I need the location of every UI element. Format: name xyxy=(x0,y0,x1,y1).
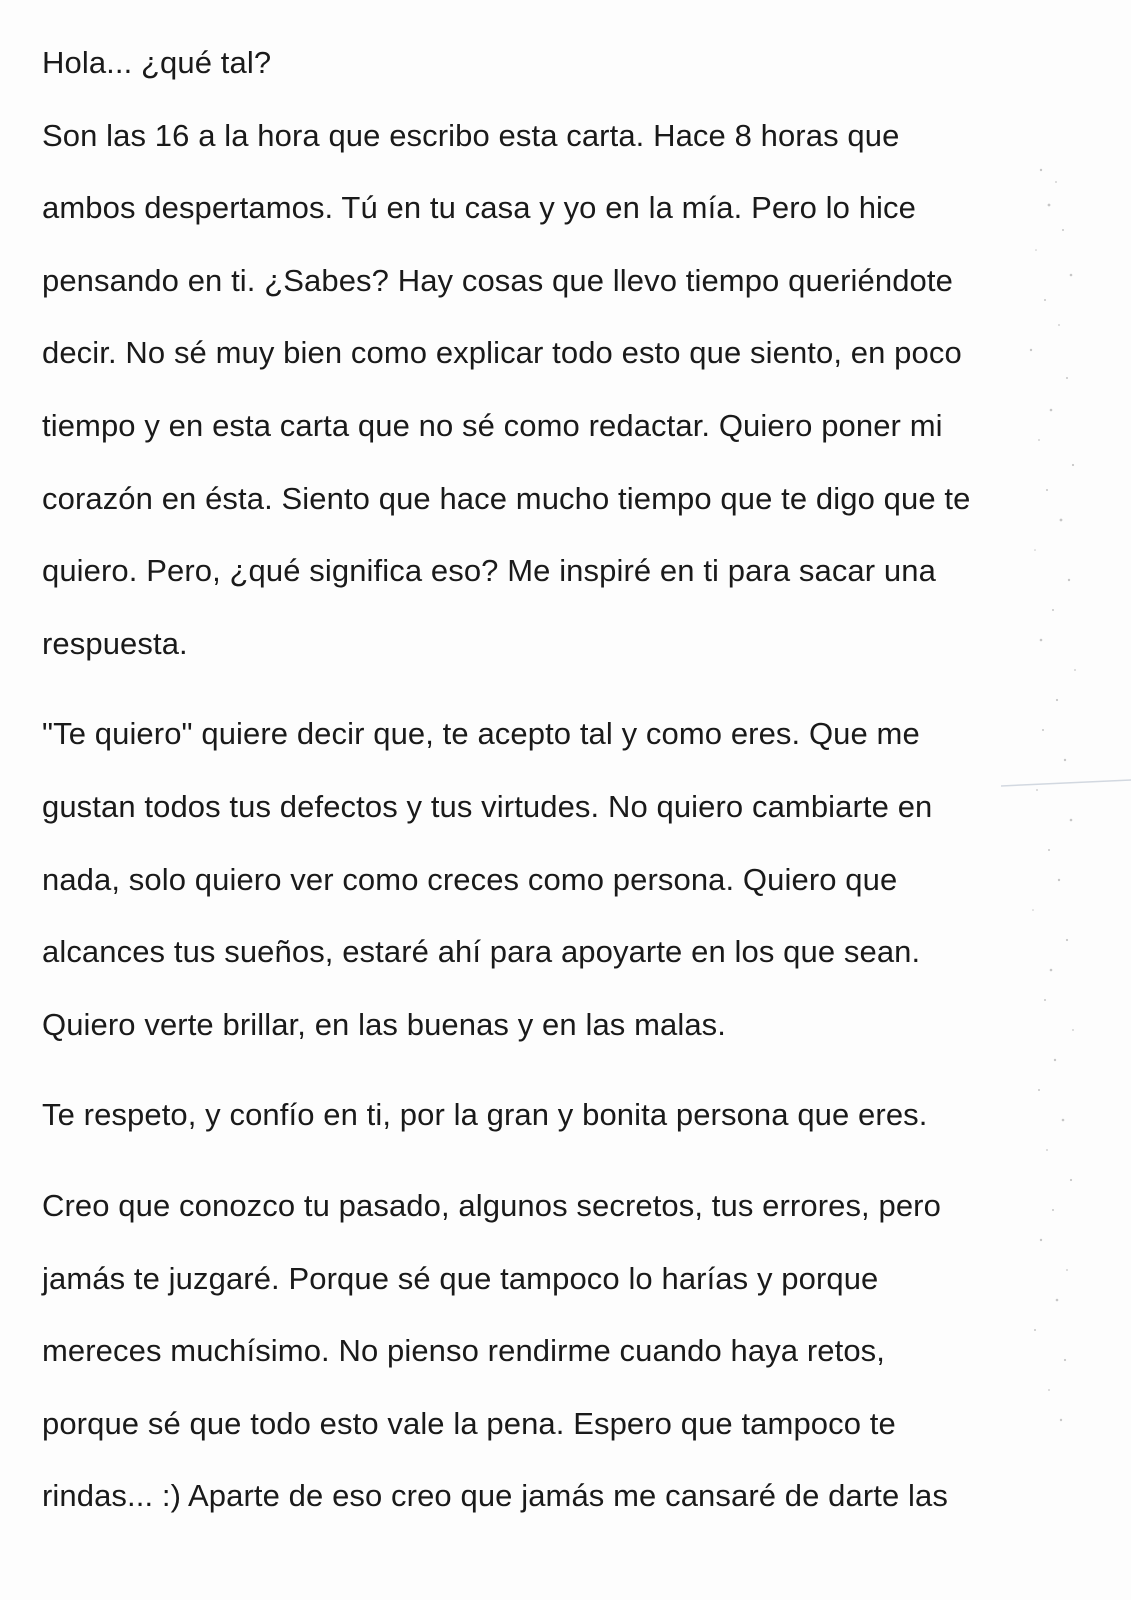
text-line: rindas... :) Aparte de eso creo que jamás me cansaré de darte las xyxy=(42,1478,948,1514)
text-line: jamás te juzgaré. Porque sé que tampoco lo harías y porque xyxy=(42,1260,879,1296)
text-line: porque sé que todo esto vale la pena. Espero que tampoco te xyxy=(42,1405,896,1441)
letter-body xyxy=(42,38,1102,1544)
text-line: nada, solo quiero ver como creces como persona. Quiero que xyxy=(42,861,898,897)
text-line: pensando en ti. ¿Sabes? Hay cosas que llevo tiempo queriéndote xyxy=(42,262,953,298)
text-line: Te respeto, y confío en ti, por la gran y bonita persona que eres. xyxy=(42,1097,928,1133)
text-line: quiero. Pero, ¿qué significa eso? Me inspiré en ti para sacar una xyxy=(42,553,936,589)
text-line: corazón en ésta. Siento que hace mucho tiempo que te digo que te xyxy=(42,480,971,516)
text-line: Creo que conozco tu pasado, algunos secretos, tus errores, pero xyxy=(42,1187,941,1223)
text-line: "Te quiero" quiere decir que, te acepto tal y como eres. Que me xyxy=(42,716,920,752)
paragraph-3 xyxy=(42,1090,1102,1163)
text-line: decir. No sé muy bien como explicar todo esto que siento, en poco xyxy=(42,335,962,371)
text-line: Son las 16 a la hora que escribo esta carta. Hace 8 horas que xyxy=(42,117,900,153)
text-line: tiempo y en esta carta que no sé como redactar. Quiero poner mi xyxy=(42,407,943,443)
text-line: gustan todos tus defectos y tus virtudes. No quiero cambiarte en xyxy=(42,788,933,824)
text-line: mereces muchísimo. No pienso rendirme cuando haya retos, xyxy=(42,1333,885,1369)
text-line: Quiero verte brillar, en las buenas y en las malas. xyxy=(42,1006,726,1042)
text-line: ambos despertamos. Tú en tu casa y yo en la mía. Pero lo hice xyxy=(42,190,916,226)
text-line: respuesta. xyxy=(42,625,188,661)
greeting-line: Hola... ¿qué tal? xyxy=(42,45,272,80)
paragraph-1 xyxy=(42,111,1102,692)
paragraph-4 xyxy=(42,1181,1102,1544)
text-line: alcances tus sueños, estaré ahí para apoyarte en los que sean. xyxy=(42,934,921,970)
paragraph-2 xyxy=(42,709,1102,1072)
